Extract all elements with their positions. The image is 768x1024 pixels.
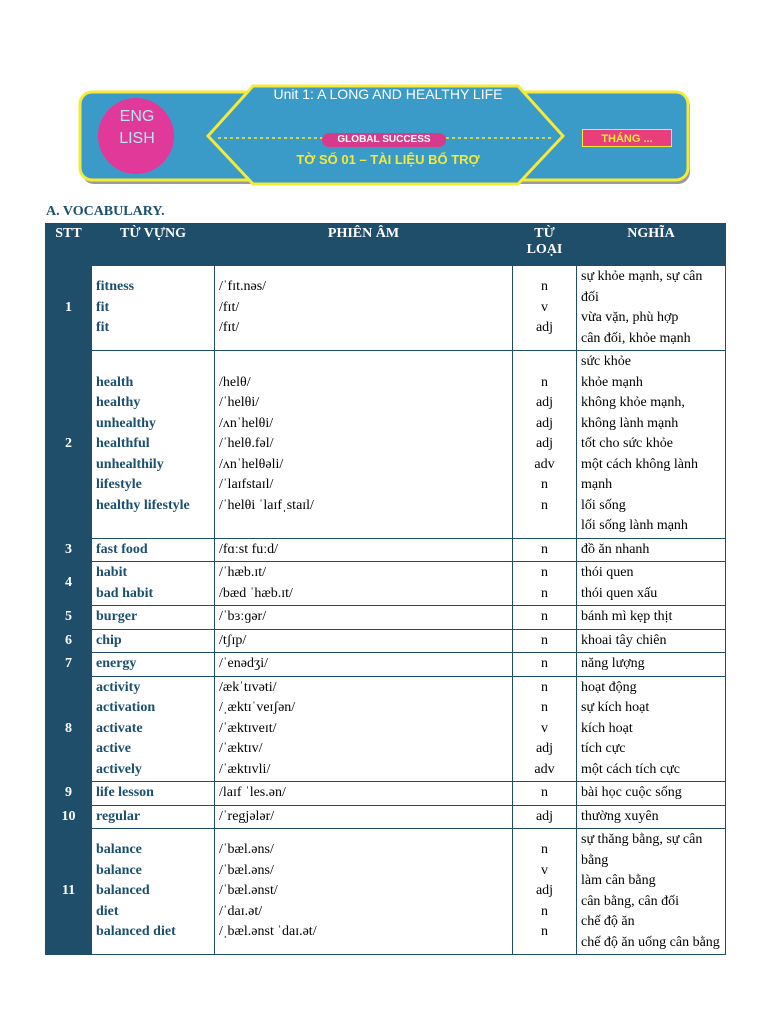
- meaning: thói quen xấu: [581, 585, 658, 601]
- pronunciation: /ˈfɪt.nəs/: [219, 279, 267, 295]
- vocab-word: healthful: [96, 436, 150, 451]
- table-header: [46, 224, 726, 266]
- vocab-word: lifestyle: [96, 477, 142, 492]
- vocab-word: healthy: [96, 395, 141, 410]
- part-of-speech: adj: [535, 415, 554, 431]
- pronunciation: /ˈhelθi/: [219, 395, 260, 410]
- table-row: [46, 266, 726, 351]
- part-of-speech: n: [541, 565, 548, 580]
- part-of-speech: adj: [535, 808, 554, 824]
- vocab-word: regular: [96, 808, 141, 824]
- pronunciation: /ˌbæl.ənst ˈdaɪ.ət/: [219, 924, 317, 940]
- meaning: sức khỏe: [581, 354, 631, 369]
- pronunciation: /laɪf ˈles.ən/: [219, 785, 286, 800]
- meaning: tích cực: [581, 741, 626, 756]
- meaning: đồ ăn nhanh: [581, 541, 650, 557]
- part-of-speech-cell: [513, 629, 577, 653]
- vocab-word: balance: [96, 862, 142, 878]
- meaning: không khỏe mạnh, không lành mạnh: [581, 395, 685, 431]
- part-of-speech: n: [541, 785, 548, 800]
- meaning: một cách không lành mạnh: [581, 456, 699, 492]
- pronunciation: /ʌnˈhelθəli/: [219, 456, 284, 472]
- table-row: [46, 562, 726, 606]
- vocab-word: healthy lifestyle: [96, 497, 190, 513]
- vocab-word-cell: [92, 606, 215, 630]
- meaning-cell: [577, 829, 726, 955]
- pronunciation-cell: [215, 266, 513, 351]
- row-number: 5: [46, 606, 92, 630]
- header-meaning: NGHĨA: [577, 224, 726, 266]
- part-of-speech-cell: [513, 606, 577, 630]
- pronunciation: /helθ/: [219, 374, 251, 390]
- pronunciation: /ˈregjələr/: [219, 808, 275, 824]
- pronunciation: /bæd ˈhæb.ɪt/: [219, 585, 293, 601]
- part-of-speech: adj: [535, 395, 554, 410]
- pronunciation: /ˈhelθ.fəl/: [219, 436, 274, 451]
- part-of-speech: n: [541, 497, 548, 513]
- meaning: khỏe mạnh: [581, 374, 643, 390]
- english-logo: [108, 106, 166, 150]
- meaning: lối sống lành mạnh: [581, 518, 688, 533]
- meaning: sự kích hoạt: [581, 700, 650, 715]
- pronunciation-cell: [215, 805, 513, 829]
- header-pos: TỪ LOẠI: [513, 224, 577, 266]
- row-number: 1: [46, 266, 92, 351]
- part-of-speech: n: [541, 279, 548, 295]
- vocab-word: burger: [96, 609, 138, 624]
- meaning-cell: [577, 562, 726, 606]
- part-of-speech-cell: [513, 562, 577, 606]
- table-row: [46, 538, 726, 562]
- vocab-word: balance: [96, 842, 142, 858]
- header-banner: [78, 84, 694, 190]
- header-ipa: PHIÊN ÂM: [215, 224, 513, 266]
- part-of-speech-cell: [513, 782, 577, 806]
- part-of-speech: adj: [535, 320, 554, 336]
- pronunciation: /ækˈtɪvəti/: [219, 679, 277, 695]
- part-of-speech: n: [541, 679, 548, 695]
- vocab-word: health: [96, 374, 134, 390]
- table-row: [46, 653, 726, 677]
- meaning: thường xuyên: [581, 808, 659, 824]
- vocab-word-cell: [92, 676, 215, 782]
- pronunciation: /ˈdaɪ.ət/: [219, 903, 263, 919]
- row-number: 3: [46, 538, 92, 562]
- pronunciation-cell: [215, 562, 513, 606]
- part-of-speech: n: [541, 632, 548, 648]
- part-of-speech: n: [541, 374, 548, 390]
- vocab-word-cell: [92, 629, 215, 653]
- meaning: một cách tích cực: [581, 761, 680, 777]
- section-title: A. VOCABULARY.: [46, 204, 165, 219]
- pronunciation: /ˈæktɪveɪt/: [219, 720, 277, 736]
- pronunciation-cell: [215, 829, 513, 955]
- part-of-speech-cell: [513, 351, 577, 539]
- row-number: 9: [46, 782, 92, 806]
- pronunciation: /ˈlaɪfstaɪl/: [219, 477, 274, 492]
- meaning-cell: [577, 653, 726, 677]
- meaning: khoai tây chiên: [581, 632, 667, 648]
- pronunciation: /ˈbæl.ənst/: [219, 883, 278, 899]
- meaning: sự thăng bằng, sự cân bằng: [581, 832, 703, 868]
- meaning-cell: [577, 606, 726, 630]
- logo-line-1: ENG: [119, 108, 155, 125]
- row-number: 7: [46, 653, 92, 677]
- vocab-word: diet: [96, 903, 119, 919]
- table-row: [46, 782, 726, 806]
- pronunciation-cell: [215, 538, 513, 562]
- part-of-speech: adj: [535, 741, 554, 756]
- table-row: [46, 829, 726, 955]
- vocab-word: balanced: [96, 883, 150, 899]
- pronunciation: /ˈenədʒi/: [219, 656, 268, 671]
- pronunciation: /ˈbɜːɡər/: [219, 609, 267, 624]
- vocab-word: habit: [96, 565, 128, 580]
- meaning: cân đối, khỏe mạnh: [581, 330, 691, 346]
- vocab-word: fit: [96, 320, 110, 336]
- meaning-cell: [577, 782, 726, 806]
- pronunciation: /ˈbæl.əns/: [219, 862, 274, 878]
- part-of-speech: n: [541, 541, 548, 557]
- vocab-word: active: [96, 741, 131, 756]
- pronunciation: /fɪt/: [219, 320, 240, 336]
- table-row: [46, 805, 726, 829]
- part-of-speech: n: [541, 924, 548, 940]
- part-of-speech-cell: [513, 805, 577, 829]
- part-of-speech-cell: [513, 829, 577, 955]
- meaning: thói quen: [581, 565, 634, 580]
- row-number: 8: [46, 676, 92, 782]
- meaning: bánh mì kẹp thịt: [581, 609, 673, 624]
- pronunciation: /ˌæktɪˈveɪʃən/: [219, 700, 296, 715]
- part-of-speech: adv: [534, 456, 555, 472]
- table-row: [46, 676, 726, 782]
- vocab-word: balanced diet: [96, 924, 176, 940]
- vocab-word: chip: [96, 632, 122, 648]
- vocab-word: activation: [96, 700, 156, 715]
- pronunciation: /ʌnˈhelθi/: [219, 415, 274, 431]
- logo-line-2: LISH: [119, 130, 155, 147]
- meaning-cell: [577, 266, 726, 351]
- vocab-word: bad habit: [96, 585, 154, 601]
- table-row: [46, 629, 726, 653]
- worksheet-subtitle: TỜ SỐ 01 – TÀI LIỆU BỔ TRỢ: [296, 152, 480, 167]
- pronunciation-cell: [215, 653, 513, 677]
- meaning: vừa vặn, phù hợp: [581, 310, 679, 325]
- pronunciation: /ˈæktɪvli/: [219, 761, 271, 777]
- table-row: [46, 606, 726, 630]
- vocab-word: energy: [96, 656, 137, 671]
- meaning: chế độ ăn uống cân bằng: [581, 934, 720, 950]
- vocab-word: unhealthy: [96, 415, 156, 431]
- vocab-word: actively: [96, 761, 142, 777]
- row-number: 10: [46, 805, 92, 829]
- pronunciation: /fɑːst fuːd/: [219, 541, 279, 557]
- meaning-cell: [577, 629, 726, 653]
- part-of-speech: n: [541, 585, 548, 601]
- vocab-word-cell: [92, 653, 215, 677]
- row-number: 2: [46, 351, 92, 539]
- part-of-speech: v: [541, 720, 548, 736]
- meaning: sự khỏe mạnh, sự cân đối: [581, 269, 703, 305]
- vocab-word: fit: [96, 299, 110, 315]
- row-number: 6: [46, 629, 92, 653]
- vocab-word-cell: [92, 351, 215, 539]
- part-of-speech: v: [541, 299, 548, 315]
- vocab-word: activate: [96, 720, 143, 736]
- meaning: lối sống: [581, 497, 626, 513]
- vocab-word-cell: [92, 266, 215, 351]
- month-button[interactable]: THÁNG ...: [582, 129, 672, 147]
- vocab-word-cell: [92, 782, 215, 806]
- vocab-word: unhealthily: [96, 456, 164, 472]
- meaning: năng lượng: [581, 656, 645, 671]
- pronunciation: /ˈæktɪv/: [219, 741, 263, 756]
- meaning-cell: [577, 351, 726, 539]
- meaning: cân bằng, cân đối: [581, 893, 679, 909]
- meaning-cell: [577, 676, 726, 782]
- row-number: 11: [46, 829, 92, 955]
- part-of-speech-cell: [513, 676, 577, 782]
- part-of-speech: v: [541, 862, 548, 878]
- meaning: chế độ ăn: [581, 914, 635, 929]
- vocab-word: activity: [96, 679, 141, 695]
- meaning: bài học cuộc sống: [581, 785, 682, 800]
- part-of-speech: n: [541, 656, 548, 671]
- pronunciation-cell: [215, 782, 513, 806]
- vocab-word-cell: [92, 805, 215, 829]
- pronunciation: /ˈbæl.əns/: [219, 842, 274, 858]
- vocabulary-table: [45, 223, 726, 955]
- pronunciation: /ˈhelθi ˈlaɪfˌstaɪl/: [219, 497, 314, 513]
- vocab-word: fitness: [96, 279, 135, 295]
- meaning-cell: [577, 805, 726, 829]
- part-of-speech-cell: [513, 538, 577, 562]
- part-of-speech: n: [541, 700, 548, 715]
- row-number: 4: [46, 562, 92, 606]
- part-of-speech: adj: [535, 883, 554, 899]
- part-of-speech-cell: [513, 266, 577, 351]
- meaning: tốt cho sức khỏe: [581, 436, 673, 451]
- part-of-speech-cell: [513, 653, 577, 677]
- pronunciation: /tʃɪp/: [219, 632, 247, 648]
- part-of-speech: n: [541, 477, 548, 492]
- part-of-speech: adj: [535, 436, 554, 451]
- vocab-word-cell: [92, 562, 215, 606]
- pronunciation-cell: [215, 351, 513, 539]
- header-word: TỪ VỰNG: [92, 224, 215, 266]
- part-of-speech: n: [541, 842, 548, 858]
- part-of-speech: n: [541, 609, 548, 624]
- table-row: [46, 351, 726, 539]
- meaning: làm cân bằng: [581, 873, 656, 888]
- meaning: hoạt động: [581, 679, 637, 695]
- global-success-badge: GLOBAL SUCCESS: [322, 133, 446, 147]
- vocab-word: fast food: [96, 541, 148, 557]
- pronunciation-cell: [215, 606, 513, 630]
- header-stt: STT: [46, 224, 92, 266]
- part-of-speech: n: [541, 903, 548, 919]
- vocab-word-cell: [92, 538, 215, 562]
- vocab-word: life lesson: [96, 785, 154, 800]
- part-of-speech: adv: [534, 761, 555, 777]
- unit-title: Unit 1: A LONG AND HEALTHY LIFE: [273, 86, 503, 102]
- pronunciation: /fɪt/: [219, 299, 240, 315]
- pronunciation: /ˈhæb.ɪt/: [219, 565, 267, 580]
- meaning-cell: [577, 538, 726, 562]
- meaning: kích hoạt: [581, 720, 633, 736]
- pronunciation-cell: [215, 629, 513, 653]
- vocab-word-cell: [92, 829, 215, 955]
- pronunciation-cell: [215, 676, 513, 782]
